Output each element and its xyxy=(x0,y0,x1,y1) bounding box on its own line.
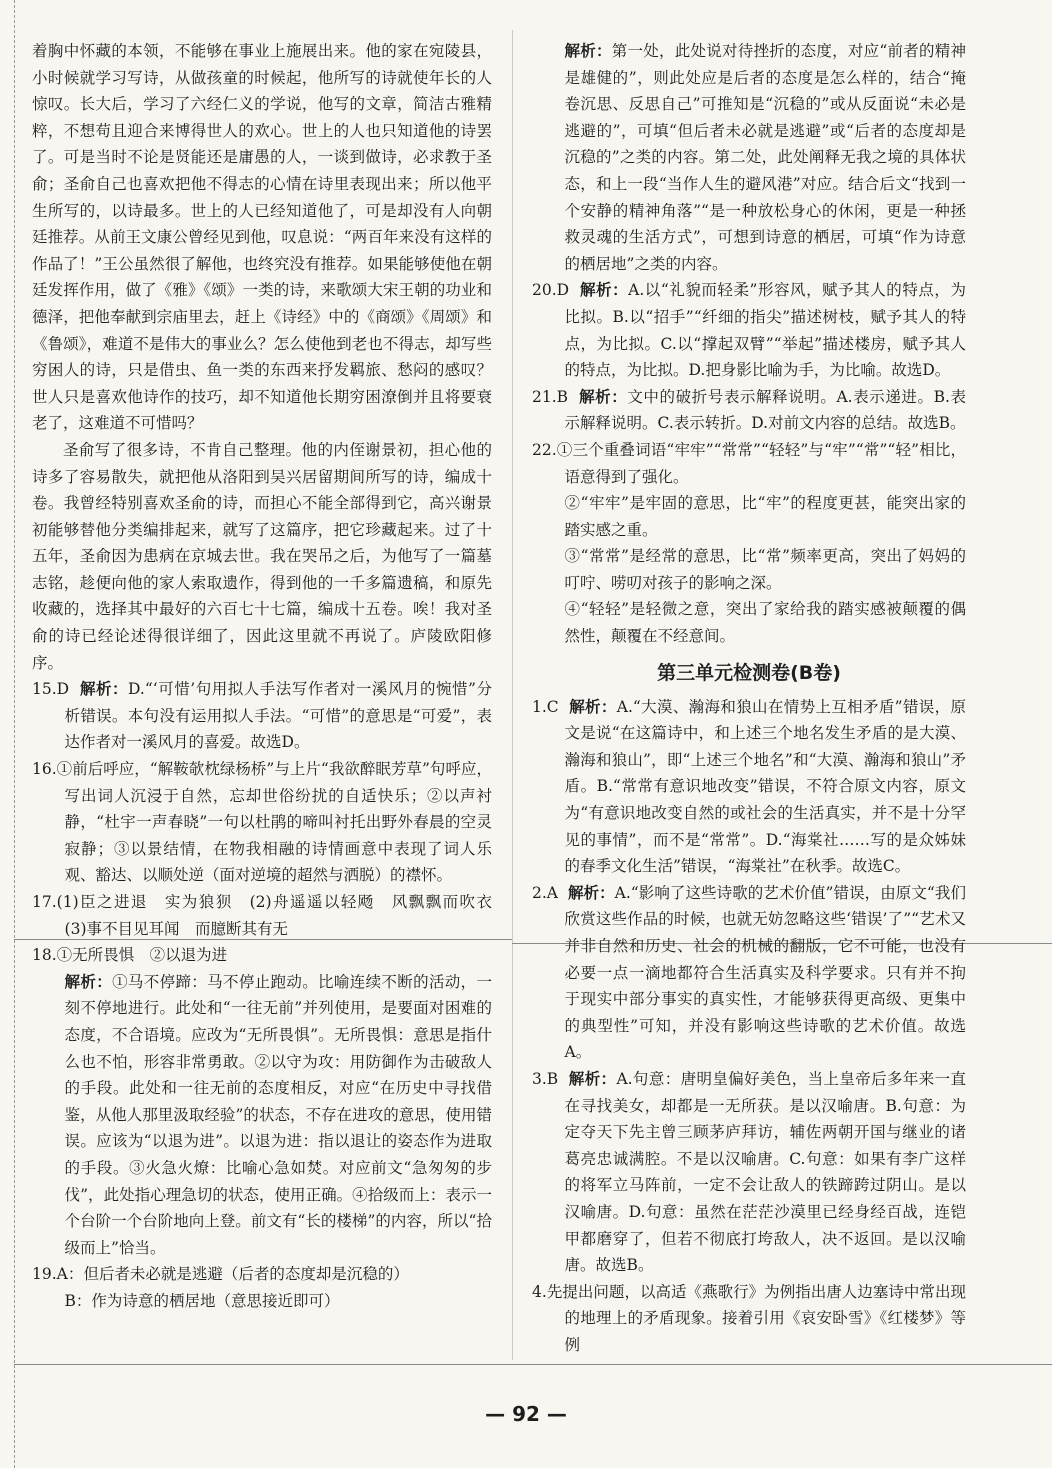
item-22-sub: ②“牢牢”是牢固的意思，比“牢”的程度更甚，能突出家的踏实感之重。 xyxy=(564,494,966,539)
answer-item-4 xyxy=(532,1279,966,1359)
item-text: ①无所畏惧 ②以退为进 xyxy=(56,946,228,965)
analysis-label: 解析： xyxy=(579,386,628,406)
item-number: 2.A xyxy=(532,883,558,902)
item-text: ①前后呼应，“解鞍欹枕绿杨桥”与上片“我欲醉眠芳草”句呼应，写出词人沉浸于自然，忘却世俗纷扰的自适快乐；②以声衬静，“杜宇一声春晓”一句以杜鹃的啼叫衬托出野外春晨的空灵寂静；③以景结情，在物我相融的诗情画意中表现了词人乐观、豁达、以顺处逆（面对逆境的超然与洒脱）的襟怀。 xyxy=(56,760,492,885)
preface-paragraph: 圣俞写了很多诗，不肯自己整理。他的内侄谢景初，担心他的诗多了容易散失，就把他从洛阳到吴兴居留期间所写的诗，编成十卷。我曾经特别喜欢圣俞的诗，而担心不能全部得到它，高兴谢景初能够替他分类编排起来，就写了这篇序，把它珍藏起来。过了十五年，圣俞因为患病在京城去世。我在哭吊之后，为他写了一篇墓志铭，趁便向他的家人索取遗作，得到他的一千多篇遗稿，和原先收藏的，选择其中最好的六百七十七篇，编成十五卷。唉！我对圣俞的诗已经论述得很详细了，因此这里就不再说了。庐陵欧阳修序。 xyxy=(32,440,492,672)
answer-item-20 xyxy=(532,277,966,383)
analysis-label: 解析： xyxy=(64,971,113,991)
analysis-label: 解析： xyxy=(564,41,612,60)
item-number: 19. xyxy=(32,1265,57,1284)
answer-item-3 xyxy=(532,1066,966,1279)
analysis-label: 解析： xyxy=(569,696,617,716)
section-title: 第三单元检测卷(B卷) xyxy=(657,661,841,684)
item-18-analysis xyxy=(32,969,492,1262)
analysis-label: 解析： xyxy=(568,1068,617,1088)
analysis-text: ①马不停蹄：马不停止跑动。比喻连续不断的活动，一刻不停地进行。此处和“一往无前”并列使用，是要面对困难的态度，不合语境。应改为“无所畏惧”。无所畏惧：意思是指什么也不怕，形容非常勇敢。②以守为攻：用防御作为击破敌人的手段。此处和一往无前的态度相反，对应“在历史中寻找借鉴，从他人那里汲取经验”的状态，不存在进攻的意思，使用错误。应该为“以退为进”。以退为进：指以退让的姿态作为进取的手段。③火急火燎：比喻心急如焚。对应前文“急匆匆的步伐”，此处指心理急切的状态，使用正确。④拾级而上：表示一个台阶一个台阶地向上登。前文有“长的楼梯”的内容，所以“拾级而上”恰当。 xyxy=(64,972,492,1257)
answer-item-19 xyxy=(32,1261,492,1288)
item-text: 先提出问题，以高适《燕歌行》为例指出唐人边塞诗中常出现的地理上的矛盾现象。接着引用《哀安卧雪》《红楼梦》等例 xyxy=(546,1282,966,1354)
answer-item-18 xyxy=(32,942,492,969)
answer-item-22 xyxy=(532,437,966,490)
item-number: 1.C xyxy=(532,697,559,716)
item-22-sub: ③“常常”是经常的意思，比“常”频率更高，突出了妈妈的叮咛、唠叨对孩子的影响之深。 xyxy=(564,547,966,592)
preface-paragraph: 着胸中怀藏的本领，不能够在事业上施展出来。他的家在宛陵县，小时候就学习写诗，从做孩童的时候起，他所写的诗就使年长的人惊叹。长大后，学习了六经仁义的学说，他写的文章，简洁古雅精粹，不想苟且迎合来博得世人的欢心。世上的人也只知道他的诗罢了。可是当时不论是贤能还是庸愚的人，一谈到做诗，必求教于圣俞；圣俞自己也喜欢把他不得志的心情在诗里表现出来；所以他平生所写的，以诗最多。世上的人已经知道他了，可是却没有人向朝廷推荐。从前王文康公曾经见到他，叹息说：“两百年来没有这样的作品了！”王公虽然很了解他，也终究没有推荐。如果能够使他在朝廷发挥作用，做了《雅》《颂》一类的诗，来歌颂大宋王朝的功业和德泽，把他奉献到宗庙里去，赶上《诗经》中的《商颂》《周颂》和《鲁颂》，难道不是伟大的事业么？怎么使他到老也不得志，却写些穷困人的诗，只是借虫、鱼一类的东西来抒发羁旅、愁闷的感叹？世人只是喜欢他诗作的技巧，却不知道他长期穷困潦倒并且将要衰老了，这难道不可惜吗？ xyxy=(32,42,492,433)
item-text: ①三个重叠词语“牢牢”“常常”“轻轻”与“牢”“常”“轻”相比，语意得到了强化。 xyxy=(556,440,966,486)
answer-item-16 xyxy=(32,756,492,889)
item-number: 15.D xyxy=(32,680,70,699)
item-number: 21.B xyxy=(532,387,569,406)
item-text: (1)臣之进退 实为狼狈 (2)舟遥遥以轻飏 风飘飘而吹衣 (3)事不目见耳闻 而臆断其有无 xyxy=(56,893,508,938)
item-text: A.句意：唐明皇偏好美色，当上皇帝后多年来一直在寻找美女，却都是一无所获。是以汉喻唐。B.句意：为定夺天下先主曾三顾茅庐拜访，辅佐两朝开国与继业的诸葛亮忠诚满腔。不是以汉喻唐。C.句意：如果有李广这样的将军立马阵前，一定不会让敌人的铁蹄跨过阴山。是以汉喻唐。D.句意：虽然在茫茫沙漠里已经身经百战，连铠甲都磨穿了，但若不彻底打垮敌人，决不返回。是以汉喻唐。故选B。 xyxy=(564,1069,966,1275)
item-number: 20.D xyxy=(532,281,570,300)
analysis-label: 解析： xyxy=(79,679,129,699)
answer-item-2 xyxy=(532,880,966,1066)
footer-rule xyxy=(14,1364,1052,1365)
page-number: — 92 — xyxy=(485,1402,567,1426)
item-number: 22. xyxy=(532,440,557,459)
item-number: 18. xyxy=(32,946,57,965)
left-column xyxy=(32,38,508,1315)
item-text: 文中的破折号表示解释说明。A.表示递进。B.表示解释说明。C.表示转折。D.对前文内容的总结。故选B。 xyxy=(564,387,966,433)
answer-item-17 xyxy=(32,889,508,942)
item-number: 17. xyxy=(32,893,57,911)
item-number: 3.B xyxy=(532,1069,559,1088)
answer-item-21 xyxy=(532,384,966,437)
item-number: 16. xyxy=(32,760,57,779)
item-19-b: B：作为诗意的栖居地（意思接近即可） xyxy=(64,1291,340,1310)
item-text: A：但后者未必就是逃避（后者的态度却是沉稳的） xyxy=(56,1265,409,1284)
item-text: D.“‘可惜’句用拟人手法写作者对一溪风月的惋惜”分析错误。本句没有运用拟人手法。“可惜”的意思是“可爱”，表达作者对一溪风月的喜爱。故选D。 xyxy=(64,680,492,752)
item-text: A.“影响了这些诗歌的艺术价值”错误，由原文“我们欣赏这些作品的时候，也就无妨忽略这些‘错误’了”“艺术又并非自然和历史、社会的机械的翻版，它不可能，也没有必要一点一滴地都符合生活真实及科学要求。只有并不拘于现实中部分事实的真实性，才能够获得更高级、更集中的典型性”可知，并没有影响这些诗歌的艺术价值。故选A。 xyxy=(564,883,966,1062)
analysis-label: 解析： xyxy=(580,280,629,300)
item-19-analysis xyxy=(532,38,966,277)
column-divider xyxy=(512,30,513,1360)
item-number: 4. xyxy=(532,1282,547,1301)
item-text: A.以“礼貌而轻柔”形容风，赋予其人的特点，为比拟。B.以“招手”“纤细的指尖”描述树枝，赋予其人的特点，为比拟。C.以“撑起双臂”“举起”描述楼房，赋予其人的特点，为比拟。D.把身影比喻为手，为比喻。故选D。 xyxy=(564,281,966,380)
analysis-text: 第一处，此处说对待挫折的态度，对应“前者的精神是雄健的”，则此处应是后者的态度是怎么样的，结合“掩卷沉思、反思自己”可推知是“沉稳的”或从反面说“未必是逃避的”，可填“但后者未必就是逃避”或“后者的态度却是沉稳的”之类的内容。第二处，此处阐释无我之境的具体状态，和上一段“当作人生的避风港”对应。结合后文“找到一个安静的精神角落”“是一种放松身心的休闲，更是一种拯救灵魂的生活方式”，可想到诗意的栖居，可填“作为诗意的栖居地”之类的内容。 xyxy=(564,42,966,273)
answer-item-15 xyxy=(32,676,492,756)
analysis-label: 解析： xyxy=(567,882,615,902)
answer-item-1 xyxy=(532,694,966,880)
item-text: A.“大漠、瀚海和狼山在情势上互相矛盾”错误，原文是说“在这篇诗中，和上述三个地名发生矛盾的是大漠、瀚海和狼山”，即“上述三个地名”和“大漠、瀚海和狼山”矛盾。B.“常常有意识地改变”错误，不符合原文内容，原文为“有意识地改变自然的或社会的生活真实，并不是十分罕见的事情”，而不是“常常”。D.“海棠社……写的是众姊妹的春季文化生活”错误，“海棠社”在秋季。故选C。 xyxy=(564,697,966,876)
item-22-sub: ④“轻轻”是轻微之意，突出了家给我的踏实感被颠覆的偶然性，颠覆在不经意间。 xyxy=(564,600,966,646)
binding-gutter xyxy=(0,0,15,1468)
right-column xyxy=(532,38,966,1359)
